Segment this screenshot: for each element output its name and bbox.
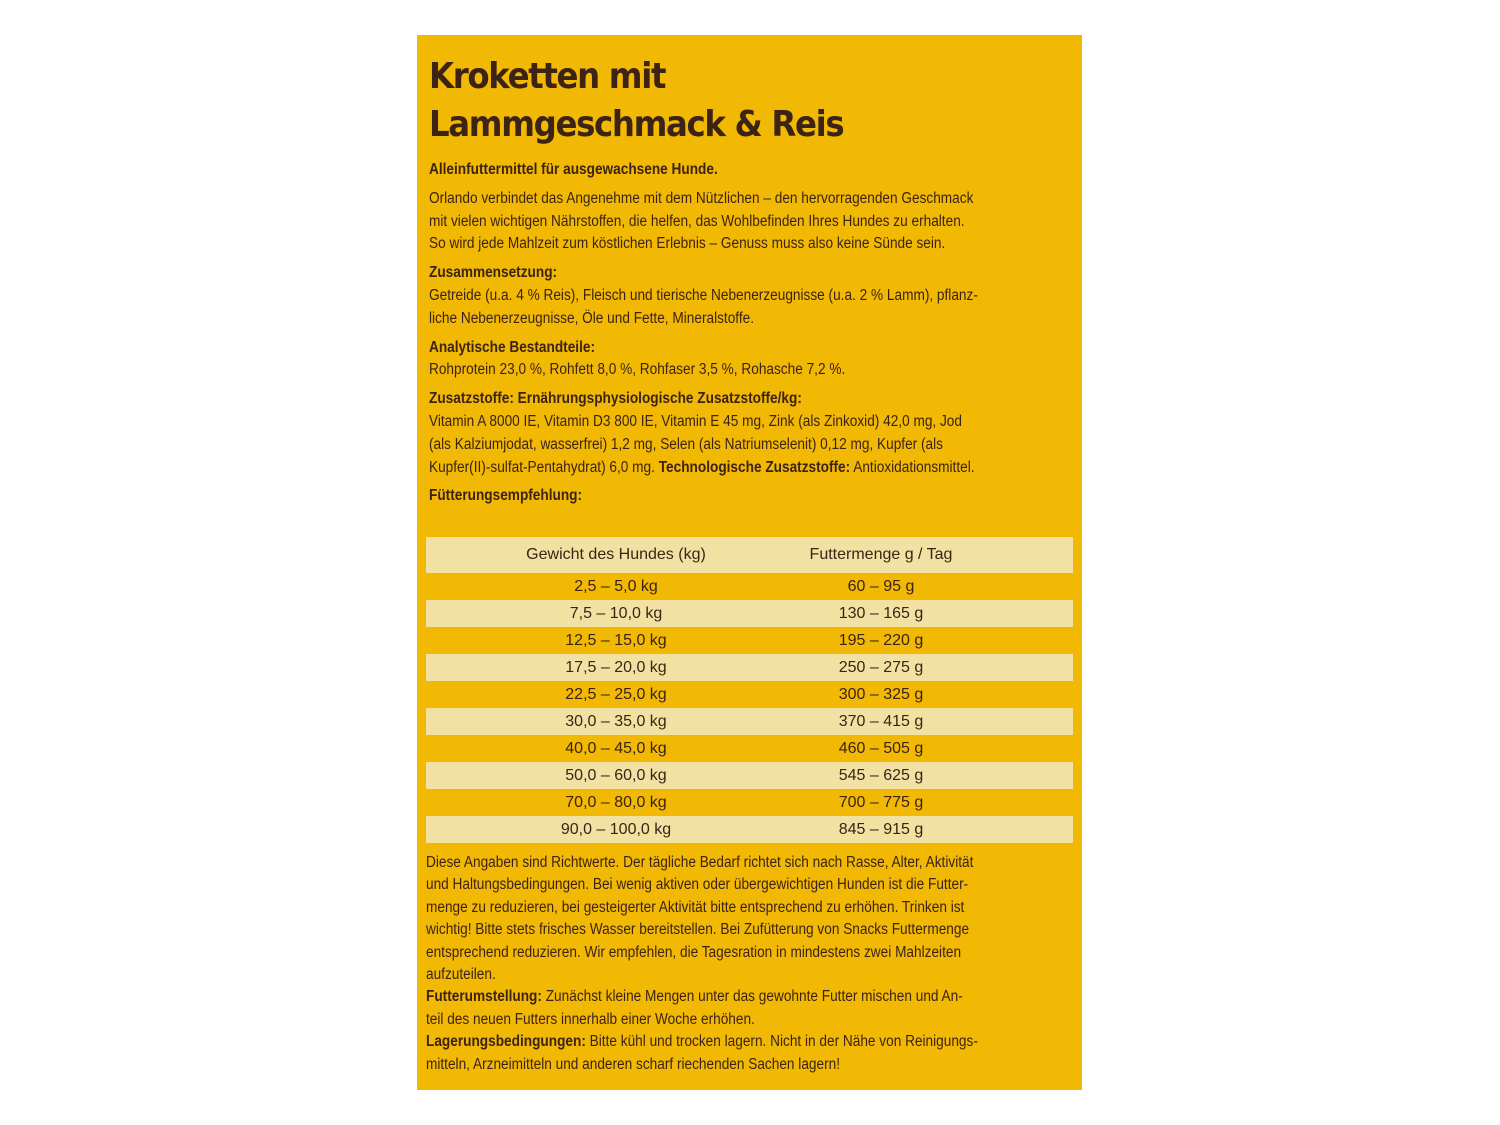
notes-line: wichtig! Bitte stets frisches Wasser bereitstellen. Bei Zufütterung von Snacks Futtermenge — [426, 921, 970, 939]
subtitle: Alleinfuttermittel für ausgewachsene Hunde. — [429, 161, 718, 178]
weight-cell: 90,0 – 100,0 kg — [560, 820, 672, 838]
weight-cell: 12,5 – 15,0 kg — [565, 631, 667, 649]
table-row — [426, 681, 1073, 708]
feeding-section — [429, 485, 1063, 508]
storage-line: mitteln, Arzneimitteln und anderen scharf riechenden Sachen lagern! — [426, 1055, 840, 1073]
weight-cell: 50,0 – 60,0 kg — [565, 766, 667, 784]
amount-cell: 130 – 165 g — [838, 604, 924, 622]
additives-line-end: Antioxidationsmittel. — [850, 458, 975, 476]
transition-heading: Futterumstellung: — [426, 988, 542, 1006]
transition-paragraph — [426, 986, 1073, 1031]
analytics-section — [429, 337, 1063, 383]
transition-line: teil des neuen Futters innerhalb einer Woche erhöhen. — [426, 1010, 755, 1028]
product-title — [429, 53, 843, 149]
weight-cell: 40,0 – 45,0 kg — [565, 739, 667, 757]
additives-line-text: Kupfer(II)-sulfat-Pentahydrat) 6,0 mg. — [429, 458, 659, 476]
intro-line: So wird jede Mahlzeit zum köstlichen Erlebnis – Genuss muss also keine Sünde sein. — [429, 235, 946, 253]
table-row — [426, 762, 1073, 789]
table-row — [426, 789, 1073, 816]
column-header-amount: Futtermenge g / Tag — [809, 546, 953, 563]
composition-heading: Zusammensetzung: — [429, 264, 558, 282]
notes-paragraph — [426, 852, 1073, 986]
weight-cell: 2,5 – 5,0 kg — [574, 577, 658, 595]
additives-line: Vitamin A 8000 IE, Vitamin D3 800 IE, Vitamin E 45 mg, Zink (als Zinkoxid) 42,0 mg, Jod — [429, 412, 962, 430]
weight-cell: 70,0 – 80,0 kg — [565, 793, 667, 811]
technological-additives-label: Technologische Zusatzstoffe: — [658, 458, 851, 476]
notes-line: und Haltungsbedingungen. Bei wenig aktiven oder übergewichtigen Hunden ist die Futter- — [426, 876, 969, 894]
feeding-table-body — [426, 573, 1073, 843]
transition-line — [426, 986, 1073, 1008]
feeding-table — [426, 537, 1073, 843]
storage-line — [426, 1031, 1073, 1053]
weight-cell: 7,5 – 10,0 kg — [569, 604, 663, 622]
amount-cell: 300 – 325 g — [838, 685, 924, 703]
table-row — [426, 708, 1073, 735]
intro-line: Orlando verbindet das Angenehme mit dem Nützlichen – den hervorragenden Geschmack — [429, 189, 974, 207]
label-body — [429, 159, 1063, 508]
notes-line: menge zu reduzieren, bei gesteigerter Aktivität bitte entsprechend zu erhöhen. Trinken ist — [426, 898, 965, 916]
weight-cell: 17,5 – 20,0 kg — [565, 658, 667, 676]
notes-line: Diese Angaben sind Richtwerte. Der tägliche Bedarf richtet sich nach Rasse, Alter, Aktivität — [426, 854, 974, 871]
transition-text: Zunächst kleine Mengen unter das gewohnte Futter mischen und An- — [541, 988, 963, 1006]
product-title-line-2: Lammgeschmack & Reis — [429, 104, 844, 145]
amount-cell: 60 – 95 g — [847, 577, 915, 595]
weight-cell: 22,5 – 25,0 kg — [565, 685, 667, 703]
additives-line — [429, 457, 1063, 480]
analytics-heading: Analytische Bestandteile: — [429, 338, 596, 356]
storage-paragraph — [426, 1031, 1073, 1076]
table-row — [426, 627, 1073, 654]
table-row — [426, 816, 1073, 843]
additives-line: (als Kalziumjodat, wasserfrei) 1,2 mg, Selen (als Natriumselenit) 0,12 mg, Kupfer (als — [429, 435, 943, 453]
amount-cell: 370 – 415 g — [838, 712, 924, 730]
composition-line: liche Nebenerzeugnisse, Öle und Fette, Mineralstoffe. — [429, 309, 755, 327]
amount-cell: 845 – 915 g — [838, 820, 924, 838]
intro-paragraph — [429, 188, 1063, 256]
feeding-table-header — [426, 537, 1073, 573]
table-row — [426, 600, 1073, 627]
notes-section — [426, 852, 1073, 1076]
notes-line: entsprechend reduzieren. Wir empfehlen, die Tagesration in mindestens zwei Mahlzeiten — [426, 943, 962, 961]
composition-line: Getreide (u.a. 4 % Reis), Fleisch und tierische Nebenerzeugnisse (u.a. 2 % Lamm), pflanz- — [429, 286, 978, 304]
table-row — [426, 735, 1073, 762]
amount-cell: 700 – 775 g — [838, 793, 924, 811]
additives-heading: Zusatzstoffe: Ernährungsphysiologische Zusatzstoffe/kg: — [429, 390, 802, 408]
amount-cell: 460 – 505 g — [838, 739, 924, 757]
amount-cell: 545 – 625 g — [838, 766, 924, 784]
product-label-panel — [417, 35, 1082, 1090]
feeding-heading: Fütterungsempfehlung: — [429, 487, 583, 505]
additives-section — [429, 388, 1063, 479]
weight-cell: 30,0 – 35,0 kg — [565, 712, 667, 730]
analytics-line: Rohprotein 23,0 %, Rohfett 8,0 %, Rohfaser 3,5 %, Rohasche 7,2 %. — [429, 361, 846, 379]
product-title-line-1: Kroketten mit — [429, 56, 666, 97]
storage-text: Bitte kühl und trocken lagern. Nicht in der Nähe von Reinigungs- — [585, 1033, 978, 1051]
table-row — [426, 654, 1073, 681]
storage-heading: Lagerungsbedingungen: — [426, 1033, 586, 1051]
amount-cell: 195 – 220 g — [838, 631, 924, 649]
amount-cell: 250 – 275 g — [838, 658, 924, 676]
composition-section — [429, 262, 1063, 330]
intro-line: mit vielen wichtigen Nährstoffen, die helfen, das Wohlbefinden Ihres Hundes zu erhalten. — [429, 212, 965, 230]
column-header-weight: Gewicht des Hundes (kg) — [526, 546, 706, 563]
table-row — [426, 573, 1073, 600]
notes-line: aufzuteilen. — [426, 966, 496, 984]
